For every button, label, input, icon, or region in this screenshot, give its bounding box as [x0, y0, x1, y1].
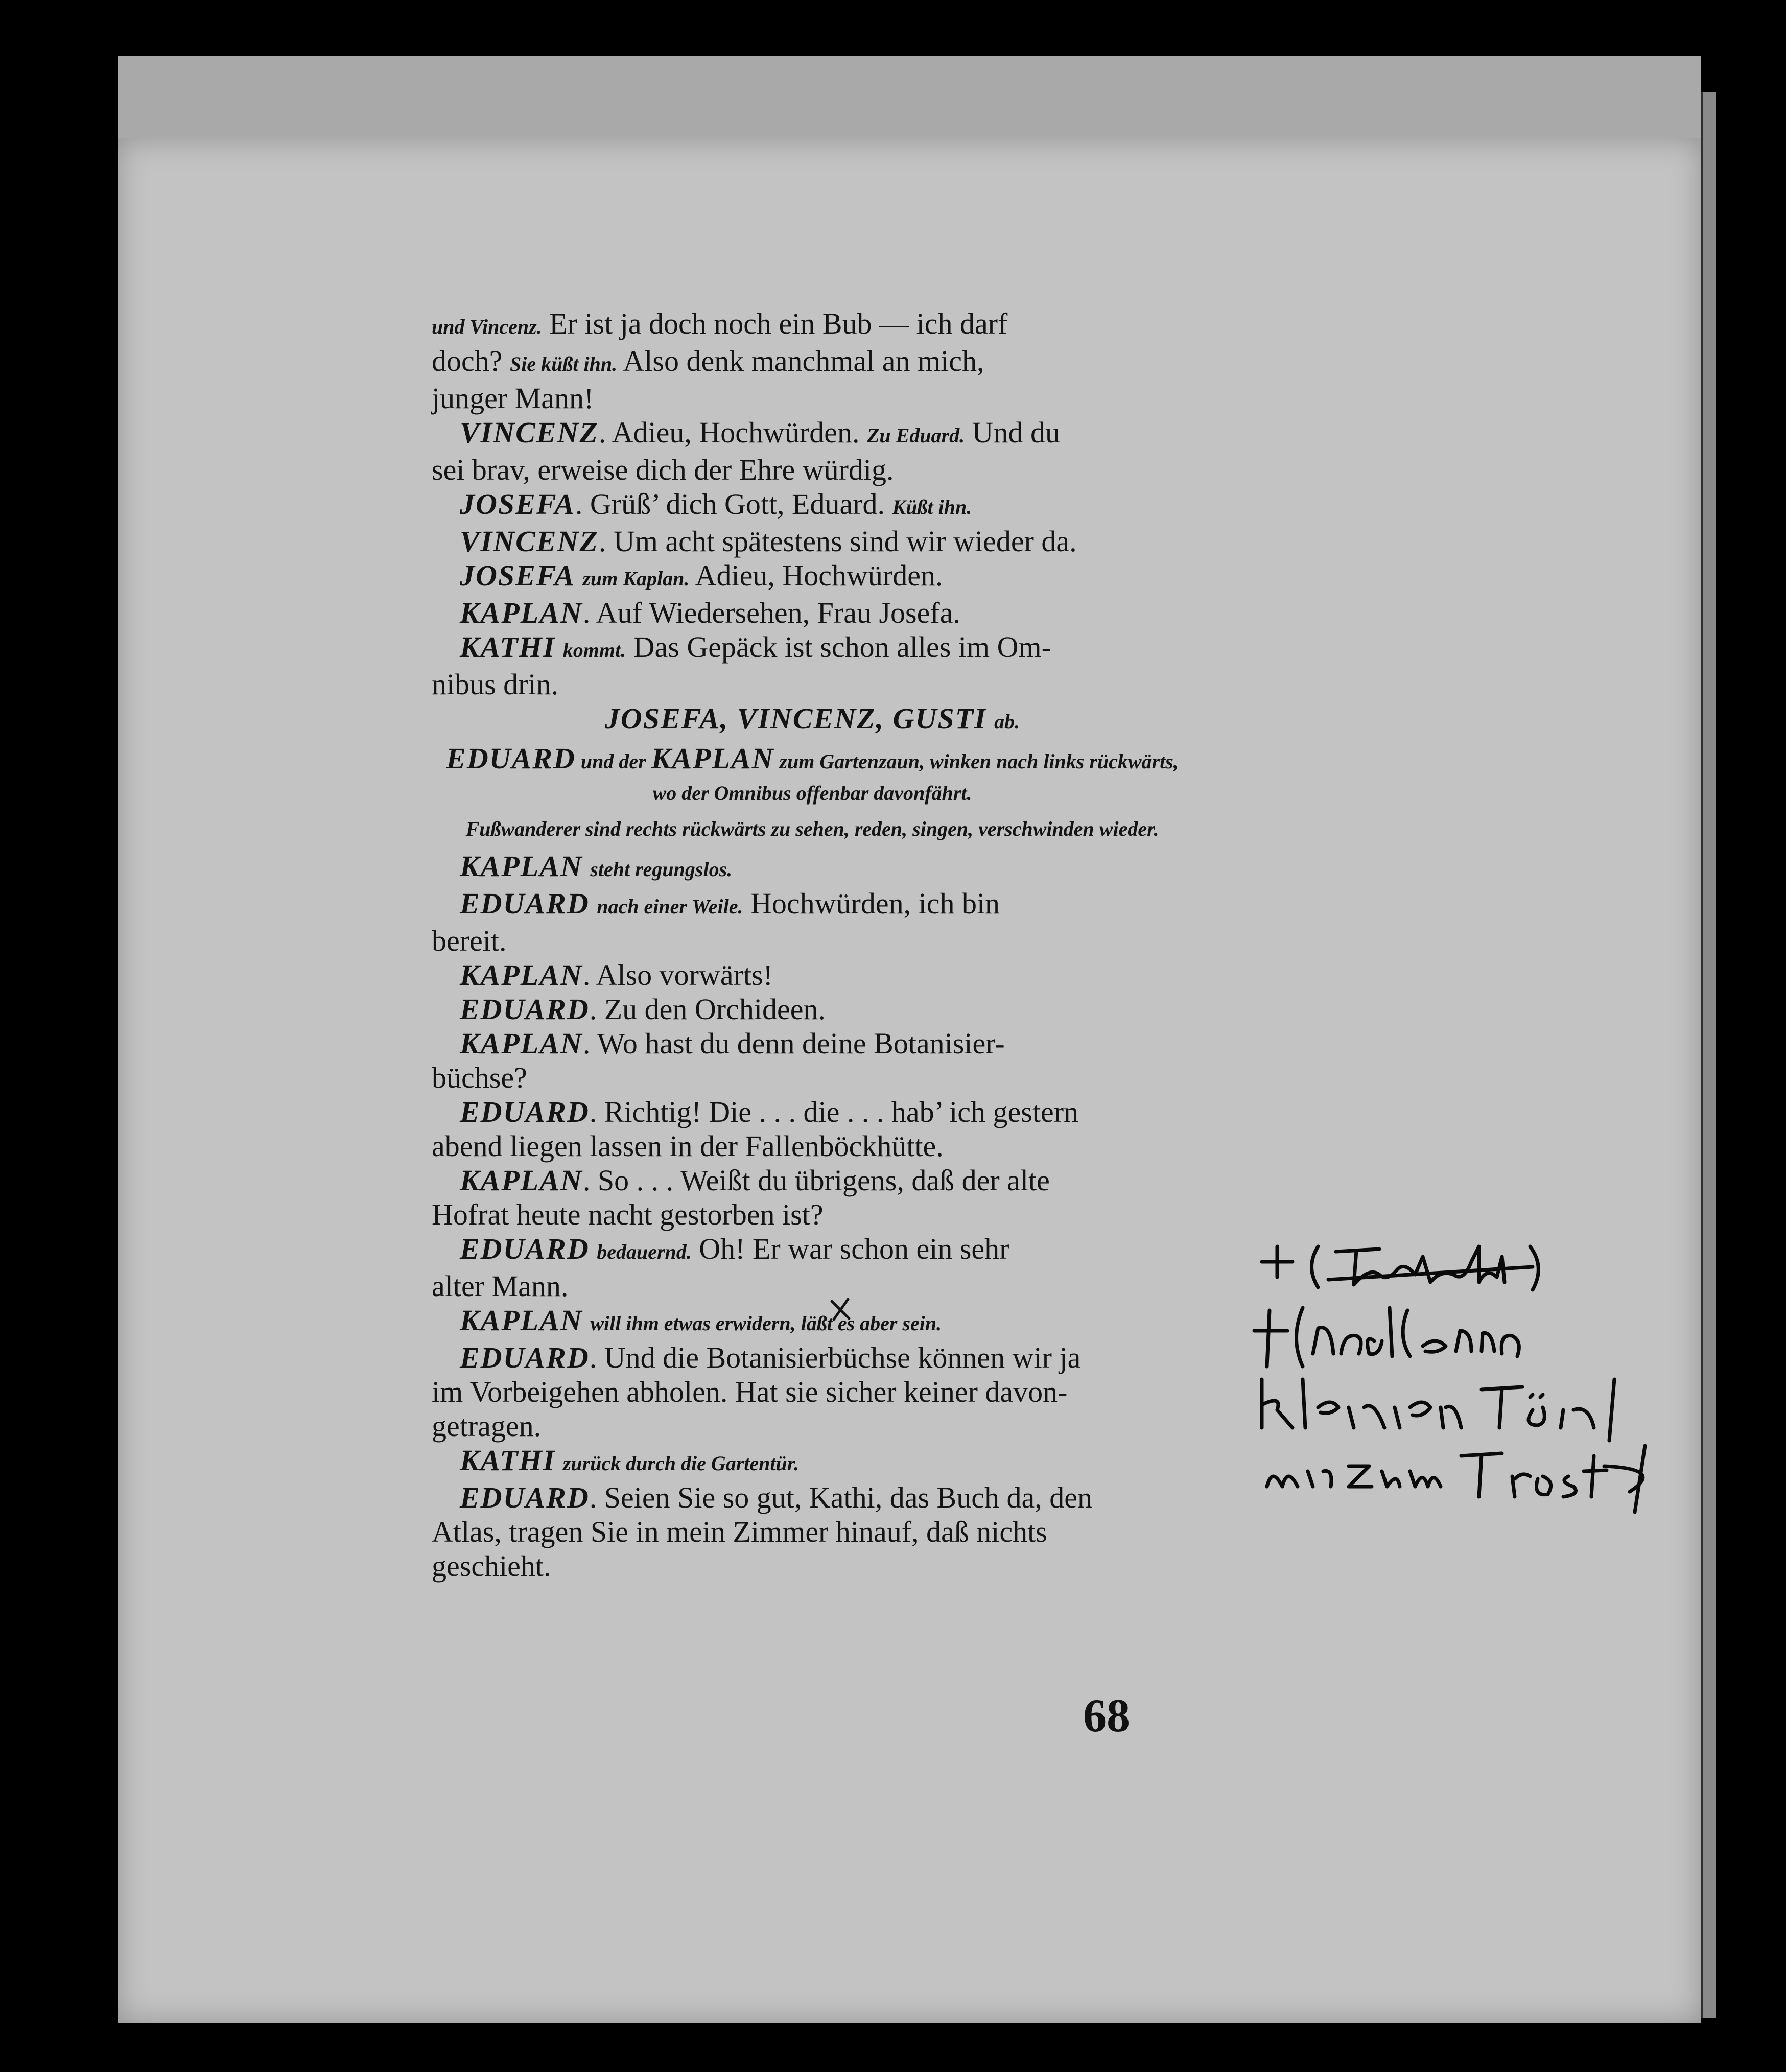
dialogue-text: geschieht. — [432, 1549, 551, 1583]
text-line — [432, 1095, 1193, 1129]
stage-direction: Küßt ihn. — [892, 496, 972, 519]
stage-direction: Zu Eduard. — [866, 424, 965, 447]
dialogue-text — [590, 1232, 597, 1265]
speaker-name: KAPLAN — [651, 742, 774, 775]
text-line — [432, 381, 1193, 415]
text-line — [432, 415, 1193, 453]
text-line — [432, 1340, 1193, 1375]
text-line — [432, 1549, 1193, 1583]
dialogue-text: Oh! Er war schon ein sehr — [691, 1232, 1009, 1265]
speaker-name: KATHI — [460, 1444, 556, 1477]
dialogue-text: . Um acht spätestens sind wir wieder da. — [598, 525, 1077, 558]
speaker-name: EDUARD — [460, 993, 590, 1026]
dialogue-text: . Adieu, Hochwürden. — [598, 416, 867, 449]
dialogue-text: nibus drin. — [432, 668, 559, 701]
speaker-name: EDUARD — [460, 1232, 590, 1265]
dialogue-text: . Also vorwärts! — [582, 958, 773, 992]
handwritten-annotation — [1247, 1226, 1696, 1553]
dialogue-text: Atlas, tragen Sie in mein Zimmer hinauf, daß nichts — [432, 1515, 1047, 1548]
dialogue-text: . Und die Botanisierbüchse können wir ja — [589, 1341, 1081, 1374]
dialogue-text: im Vorbeigehen abholen. Hat sie sicher keiner davon- — [432, 1375, 1068, 1408]
stage-direction: und Vincenz. — [432, 315, 542, 338]
dialogue-text: doch? — [432, 344, 510, 378]
speaker-name: EDUARD — [460, 1095, 590, 1128]
dialogue-text: und der — [575, 750, 651, 773]
dialogue-text: Also denk manchmal an mich, — [617, 344, 984, 378]
dialogue-text — [590, 887, 597, 920]
dialogue-text: . So . . . Weißt du übrigens, daß der alte — [582, 1164, 1050, 1197]
text-line — [432, 886, 1193, 924]
page-number: 68 — [1083, 1689, 1130, 1741]
dialogue-text: Fußwanderer sind rechts rückwärts zu sehen, reden, singen, verschwinden wieder. — [465, 817, 1159, 840]
text-line — [432, 1443, 1193, 1480]
text-line — [432, 849, 1193, 886]
dialogue-text — [987, 702, 995, 735]
speaker-name: KAPLAN — [460, 850, 583, 883]
dialogue-text: . Seien Sie so gut, Kathi, das Buch da, den — [589, 1481, 1092, 1514]
speaker-name: JOSEFA, VINCENZ, GUSTI — [604, 702, 987, 735]
dialogue-text: Das Gepäck ist schon alles im Om- — [626, 630, 1051, 664]
speaker-name: VINCENZ — [460, 416, 599, 449]
stage-direction: zum Kaplan. — [582, 567, 690, 590]
dialogue-text: . Grüß’ dich Gott, Eduard. — [575, 487, 892, 521]
text-line — [432, 1163, 1193, 1197]
text-line — [432, 1409, 1193, 1443]
dialogue-text — [583, 850, 591, 883]
dialogue-text: bereit. — [432, 924, 507, 957]
text-line — [432, 487, 1193, 524]
dialogue-text — [583, 1304, 591, 1337]
stage-direction: nach einer Weile. — [597, 895, 743, 918]
stage-direction: Sie küßt ihn. — [510, 352, 618, 375]
dialogue-text: getragen. — [432, 1409, 542, 1443]
dialogue-text: alter Mann. — [432, 1269, 569, 1303]
text-line — [432, 1375, 1193, 1409]
text-line — [432, 344, 1193, 381]
speaker-name: JOSEFA — [460, 559, 575, 592]
insertion-mark-icon — [828, 1296, 853, 1322]
dialogue-text — [555, 1444, 563, 1477]
stage-direction-block — [432, 743, 1193, 809]
dialogue-text: . Richtig! Die . . . die . . . hab’ ich gestern — [589, 1095, 1079, 1128]
text-line — [432, 1480, 1193, 1515]
dialogue-text: junger Mann! — [432, 382, 594, 415]
text-line — [432, 924, 1193, 958]
text-line — [432, 453, 1193, 487]
scan-top-strip — [118, 56, 1701, 148]
text-line — [432, 1026, 1193, 1061]
stage-direction-block — [432, 813, 1193, 845]
speaker-name: EDUARD — [460, 1481, 590, 1514]
text-line — [432, 558, 1193, 596]
speaker-name: KAPLAN — [460, 1164, 583, 1197]
speaker-name: EDUARD — [460, 887, 590, 920]
text-line — [432, 1061, 1193, 1095]
stage-direction: bedauernd. — [597, 1240, 692, 1263]
text-line — [432, 596, 1193, 630]
text-line — [432, 1269, 1193, 1303]
dialogue-text: büchse? — [432, 1061, 527, 1094]
text-line — [432, 958, 1193, 992]
text-line — [432, 1303, 1193, 1340]
text-line — [432, 701, 1193, 739]
text-line — [432, 524, 1193, 558]
speaker-name: KAPLAN — [460, 596, 583, 629]
script-text — [432, 307, 1193, 1583]
dialogue-text: abend liegen lassen in der Fallenböckhütte. — [432, 1129, 944, 1163]
speaker-name: KAPLAN — [460, 1304, 583, 1337]
dialogue-text: . Auf Wiedersehen, Frau Josefa. — [582, 596, 960, 629]
speaker-name: EDUARD — [446, 742, 576, 775]
dialogue-text: sei brav, erweise dich der Ehre würdig. — [432, 453, 894, 486]
dialogue-text: Hofrat heute nacht gestorben ist? — [432, 1198, 824, 1231]
stage-direction: zurück durch die Gartentür. — [562, 1452, 800, 1475]
page-edge — [1701, 92, 1716, 2018]
dialogue-text: zum Gartenzaun, winken nach links rückwärts, wo der Omnibus offenbar davonfährt. — [652, 750, 1179, 805]
dialogue-text: Er ist ja doch noch ein Bub — ich darf — [542, 307, 1008, 340]
dialogue-text: . Wo hast du denn deine Botanisier- — [582, 1027, 1005, 1060]
speaker-name: VINCENZ — [460, 525, 599, 558]
speaker-name: KAPLAN — [460, 958, 583, 992]
speaker-name: KAPLAN — [460, 1027, 583, 1060]
dialogue-text: . Zu den Orchideen. — [589, 993, 826, 1026]
dialogue-text: Und du — [965, 416, 1061, 449]
dialogue-text — [575, 559, 583, 592]
dialogue-text — [555, 630, 563, 664]
text-line — [432, 1197, 1193, 1232]
text-line — [432, 1232, 1193, 1269]
dialogue-text: Hochwürden, ich bin — [743, 887, 1000, 920]
text-line — [432, 1515, 1193, 1549]
speaker-name: EDUARD — [460, 1341, 590, 1374]
speaker-name: JOSEFA — [460, 487, 575, 521]
stage-direction: kommt. — [562, 639, 626, 662]
dialogue-text: Adieu, Hochwürden. — [689, 559, 943, 592]
stage-direction: steht regungslos. — [590, 858, 733, 881]
speaker-name: KATHI — [460, 630, 556, 664]
text-line — [432, 307, 1193, 344]
text-line — [432, 1129, 1193, 1163]
text-line — [432, 667, 1193, 701]
text-line — [432, 992, 1193, 1026]
stage-direction: will ihm etwas erwidern, läßt es aber sein. — [590, 1312, 942, 1335]
text-line — [432, 630, 1193, 667]
stage-direction: ab. — [994, 710, 1020, 733]
